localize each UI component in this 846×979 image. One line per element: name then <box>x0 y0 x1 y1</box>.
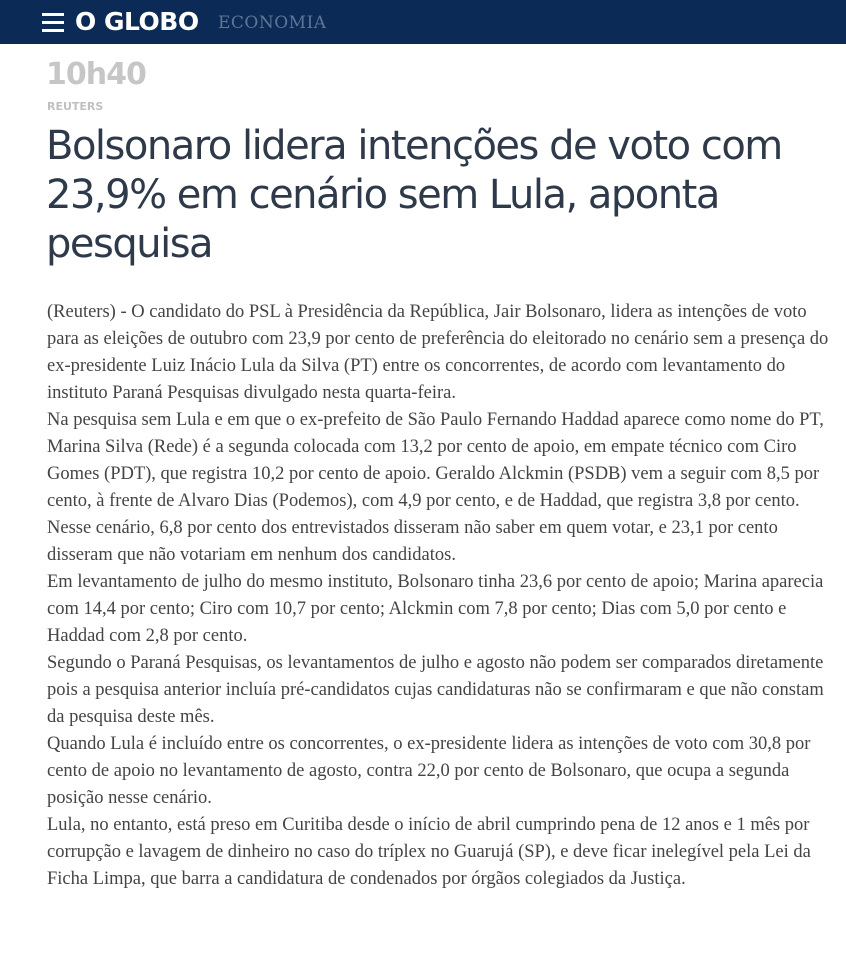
site-logo[interactable]: O GLOBO <box>75 7 199 36</box>
article-headline: Bolsonaro lidera intenções de voto com 23,9% em cenário sem Lula, aponta pesquisa <box>46 123 782 267</box>
article-body <box>47 299 837 893</box>
article-paragraph: Segundo o Paraná Pesquisas, os levantamentos de julho e agosto não podem ser comparados diretamente pois a pesquisa anterior incluía pré-candidatos cujas candidaturas não se confirmaram e que não constam da pesquisa deste mês. <box>47 653 824 727</box>
section-label[interactable]: ECONOMIA <box>218 13 327 33</box>
top-navigation-bar <box>0 0 846 44</box>
article-paragraph: (Reuters) - O candidato do PSL à Presidência da República, Jair Bolsonaro, lidera as intenções de voto para as eleições de outubro com 23,9 por cento de preferência do eleitorado no cenário sem a presença do ex-presidente Luiz Inácio Lula da Silva (PT) entre os concorrentes, de acordo com levantamento do instituto Paraná Pesquisas divulgado nesta quarta-feira. <box>47 302 829 403</box>
publish-time: 10h40 <box>46 57 146 92</box>
article-paragraph: Lula, no entanto, está preso em Curitiba desde o início de abril cumprindo pena de 12 anos e 1 mês por corrupção e lavagem de dinheiro no caso do tríplex no Guarujá (SP), e deve ficar inelegível pela Lei da Ficha Limpa, que barra a candidatura de condenados por órgãos colegiados da Justiça. <box>47 815 811 889</box>
article-paragraph: Quando Lula é incluído entre os concorrentes, o ex-presidente lidera as intenções de voto com 30,8 por cento de apoio no levantamento de agosto, contra 22,0 por cento de Bolsonaro, que ocupa a segunda posição nesse cenário. <box>47 734 811 808</box>
article-paragraph: Em levantamento de julho do mesmo instituto, Bolsonaro tinha 23,6 por cento de apoio; Marina aparecia com 14,4 por cento; Ciro com 10,7 por cento; Alckmin com 7,8 por cento; Dias com 5,0 por cento e Haddad com 2,8 por cento. <box>47 572 824 646</box>
article-source: REUTERS <box>47 100 104 113</box>
hamburger-menu-icon[interactable] <box>42 13 64 32</box>
article-paragraph: Na pesquisa sem Lula e em que o ex-prefeito de São Paulo Fernando Haddad aparece como nome do PT, Marina Silva (Rede) é a segunda colocada com 13,2 por cento de apoio, em empate técnico com Ciro Gomes (PDT), que registra 10,2 por cento de apoio. Geraldo Alckmin (PSDB) vem a seguir com 8,5 por cento, à frente de Alvaro Dias (Podemos), com 4,9 por cento, e de Haddad, que registra 3,8 por cento. Nesse cenário, 6,8 por cento dos entrevistados disseram não saber em quem votar, e 23,1 por cento disseram que não votariam em nenhum dos candidatos. <box>47 410 824 565</box>
